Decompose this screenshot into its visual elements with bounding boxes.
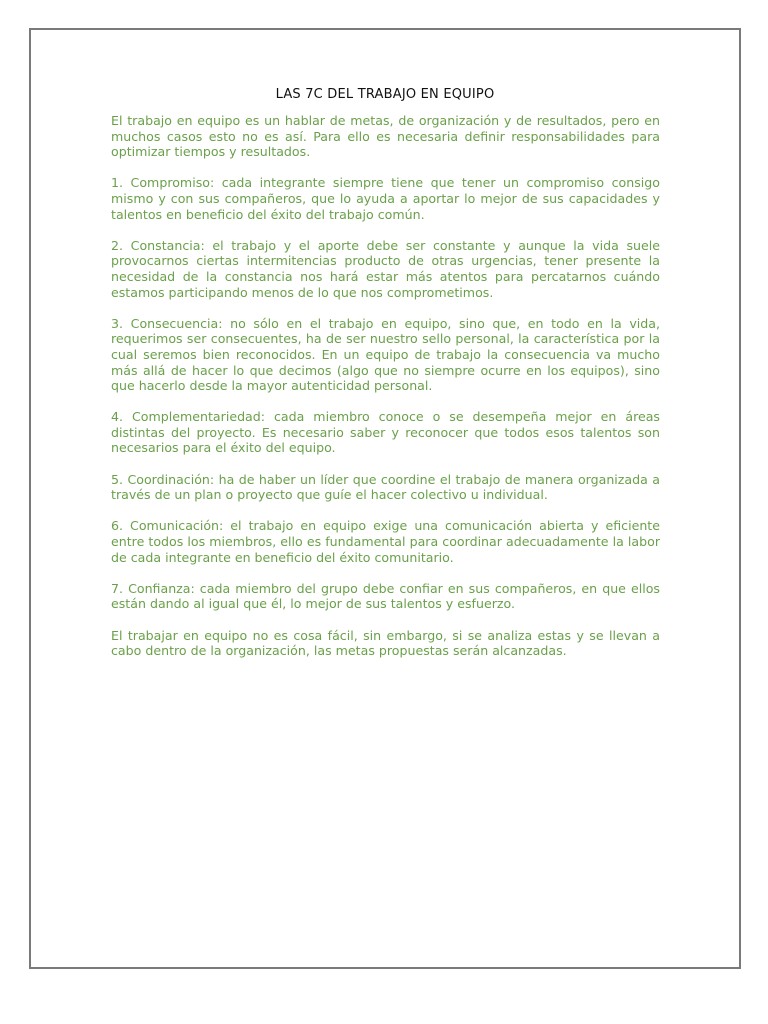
paragraph-coordinacion: 5. Coordinación: ha de haber un líder que coordine el trabajo de manera organizada a través de un plan o proyecto que guíe el hacer colectivo u individual. xyxy=(111,471,660,503)
intro-paragraph: El trabajo en equipo es un hablar de metas, de organización y de resultados, pero en muchos casos esto no es así. Para ello es necesaria definir responsabilidades para optimizar tiempos y resultados. xyxy=(111,113,660,160)
paragraph-constancia: 2. Constancia: el trabajo y el aporte debe ser constante y aunque la vida suele provocarnos ciertas intermitencias producto de otras urgencias, tener presente la necesidad de la constancia nos hará estar más atentos para percatarnos cuándo estamos participando menos de lo que nos comprometimos. xyxy=(111,237,660,300)
paragraph-consecuencia: 3. Consecuencia: no sólo en el trabajo en equipo, sino que, en todo en la vida, requerimos ser consecuentes, ha de ser nuestro sello personal, la característica por la cual seremos bien reconocidos. En un equipo de trabajo la consecuencia va mucho más allá de hacer lo que decimos (algo que no siempre ocurre en los equipos), sino que hacerlo desde la mayor autenticidad personal. xyxy=(111,315,660,394)
paragraph-complementariedad: 4. Complementariedad: cada miembro conoce o se desempeña mejor en áreas distintas del proyecto. Es necesario saber y reconocer que todos esos talentos son necesarios para el éxito del equipo. xyxy=(111,409,660,456)
paragraph-confianza: 7. Confianza: cada miembro del grupo debe confiar en sus compañeros, en que ellos están dando al igual que él, lo mejor de sus talentos y esfuerzo. xyxy=(111,580,660,612)
paragraph-compromiso: 1. Compromiso: cada integrante siempre tiene que tener un compromiso consigo mismo y con sus compañeros, que lo ayuda a aportar lo mejor de sus capacidades y talentos en beneficio del éxito del trabajo común. xyxy=(111,175,660,222)
conclusion-paragraph: El trabajar en equipo no es cosa fácil, sin embargo, si se analiza estas y se llevan a cabo dentro de la organización, las metas propuestas serán alcanzadas. xyxy=(111,627,660,659)
document-page xyxy=(29,28,741,969)
paragraph-comunicacion: 6. Comunicación: el trabajo en equipo exige una comunicación abierta y eficiente entre todos los miembros, ello es fundamental para coordinar adecuadamente la labor de cada integrante en beneficio del éxito comunitario. xyxy=(111,518,660,565)
document-body xyxy=(111,113,660,674)
document-title: LAS 7C DEL TRABAJO EN EQUIPO xyxy=(275,87,495,102)
